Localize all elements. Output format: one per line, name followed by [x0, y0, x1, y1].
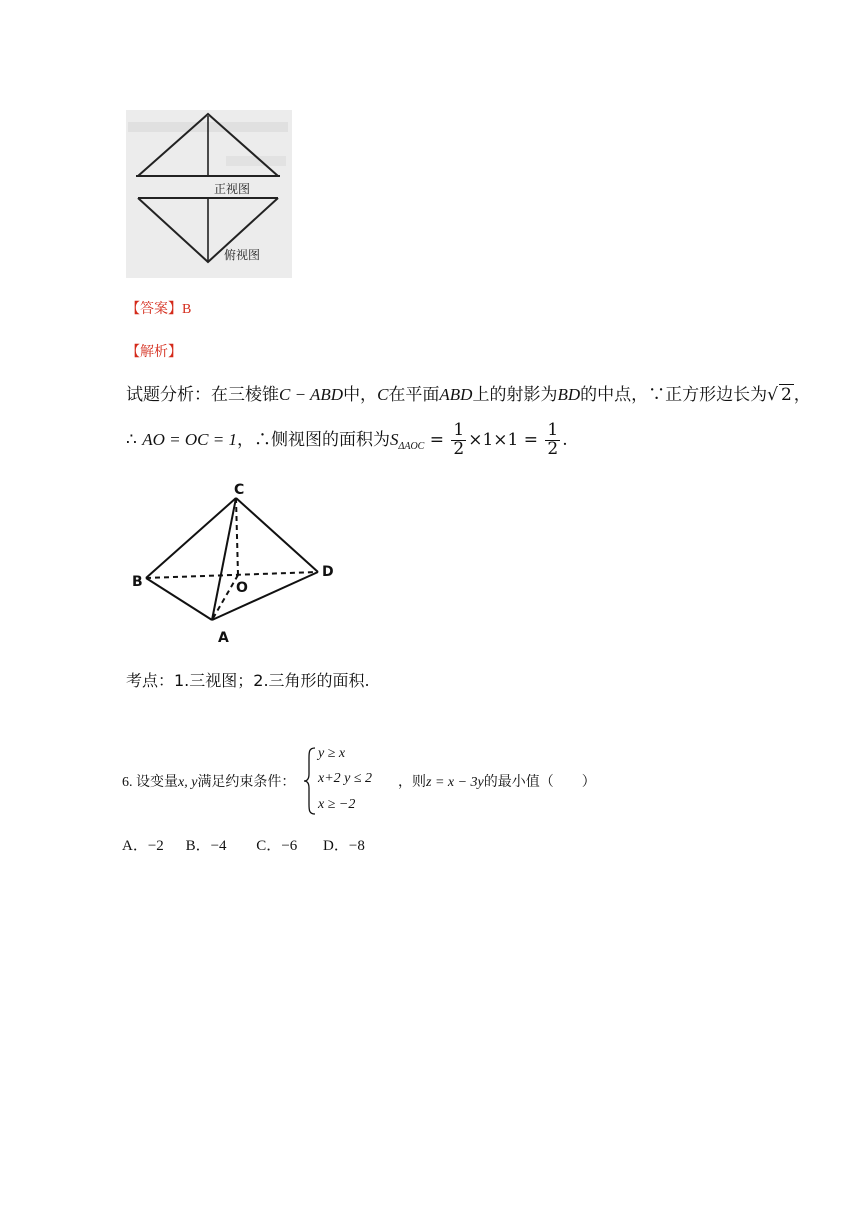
- edge-ad: [212, 572, 318, 620]
- analysis-tag: 【解析】: [126, 344, 182, 360]
- option-a-value: −2: [147, 838, 164, 854]
- top-view-label: 俯视图: [224, 248, 261, 262]
- a1-p4: 上的射影为: [472, 385, 558, 405]
- option-d-label: D．: [323, 838, 349, 854]
- pyramid-figure: [130, 478, 340, 648]
- front-view-label: 正视图: [214, 182, 251, 196]
- option-d[interactable]: [323, 838, 365, 854]
- fraction-1: [451, 422, 466, 459]
- a1-p5: 的中点，∵正方形边长为: [580, 385, 768, 405]
- edge-cd: [236, 498, 318, 572]
- a2-end: .: [562, 429, 568, 450]
- option-a-label: A．: [122, 838, 148, 854]
- fraction-2: [545, 422, 560, 459]
- area-subscript: ΔAOC: [398, 441, 425, 453]
- vertex-label-o: O: [236, 580, 248, 596]
- option-a[interactable]: [122, 838, 164, 854]
- answer-tag: 【答案】: [126, 301, 182, 317]
- sqrt-symbol: √: [767, 385, 778, 405]
- q6-then: ，则: [398, 775, 426, 790]
- a1-m3: ABD: [439, 385, 473, 404]
- fraction-2-num: 1: [547, 420, 559, 440]
- option-c[interactable]: [256, 838, 297, 854]
- vertex-label-c: C: [234, 482, 245, 498]
- a1-m4: BD: [557, 385, 581, 404]
- option-b[interactable]: [186, 838, 227, 854]
- answer-line: [126, 298, 191, 318]
- q6-expr: z = x − 3y: [426, 775, 484, 790]
- system-brace: [303, 746, 317, 816]
- q6-cond: 满足约束条件：: [197, 775, 296, 790]
- edge-co-hidden: [236, 498, 238, 575]
- a1-p6: ，: [793, 385, 811, 405]
- three-view-drawing: [126, 110, 292, 278]
- q6-tail: 的最小值（ ）: [483, 775, 596, 790]
- constraint-3: x ≥ −2: [318, 797, 356, 812]
- edge-ba: [146, 578, 212, 620]
- area-symbol: S: [389, 429, 399, 449]
- key-points: 考点：1.三视图；2.三角形的面积.: [126, 671, 370, 690]
- q6-lead: 6. 设变量: [122, 775, 178, 790]
- option-b-label: B．: [185, 838, 211, 854]
- q6-vars: x, y: [178, 775, 198, 790]
- fraction-2-den: 2: [547, 438, 559, 459]
- fraction-1-num: 1: [453, 420, 465, 440]
- option-c-label: C．: [256, 838, 282, 854]
- analysis-line-1: [126, 380, 811, 405]
- option-c-value: −6: [281, 838, 298, 854]
- vertex-label-a: A: [218, 630, 229, 646]
- a1-p2: 中，: [343, 385, 378, 405]
- constraint-2: x+2 y ≤ 2: [318, 771, 373, 786]
- analysis-line-2: [126, 422, 568, 459]
- a1-m1: C − ABD: [279, 385, 344, 404]
- a1-p3: 在平面: [388, 385, 440, 405]
- a2-m1: AO = OC = 1: [142, 429, 237, 449]
- option-d-value: −8: [348, 838, 365, 854]
- answer-value: B: [182, 302, 192, 317]
- options-row: [122, 834, 365, 855]
- a2-p2: ，∴侧视图的面积为: [236, 429, 390, 450]
- vertex-label-b: B: [132, 574, 143, 590]
- a2-eq: =: [424, 429, 450, 450]
- vertex-label-d: D: [322, 564, 334, 580]
- a2-mid: ×1×1 =: [468, 429, 544, 450]
- option-b-value: −4: [210, 838, 227, 854]
- a2-p1: ∴: [126, 429, 143, 450]
- three-view-figure: [126, 110, 292, 278]
- question-6-lead: [122, 771, 295, 791]
- a1-p1: 试题分析：在三棱锥: [126, 385, 279, 405]
- sqrt-value: 2: [780, 385, 792, 405]
- fraction-1-den: 2: [453, 438, 465, 459]
- edge-bd-hidden: [146, 572, 318, 578]
- question-6-tail: [398, 771, 596, 791]
- constraint-1: y ≥ x: [318, 746, 346, 761]
- a1-m2: C: [377, 385, 389, 404]
